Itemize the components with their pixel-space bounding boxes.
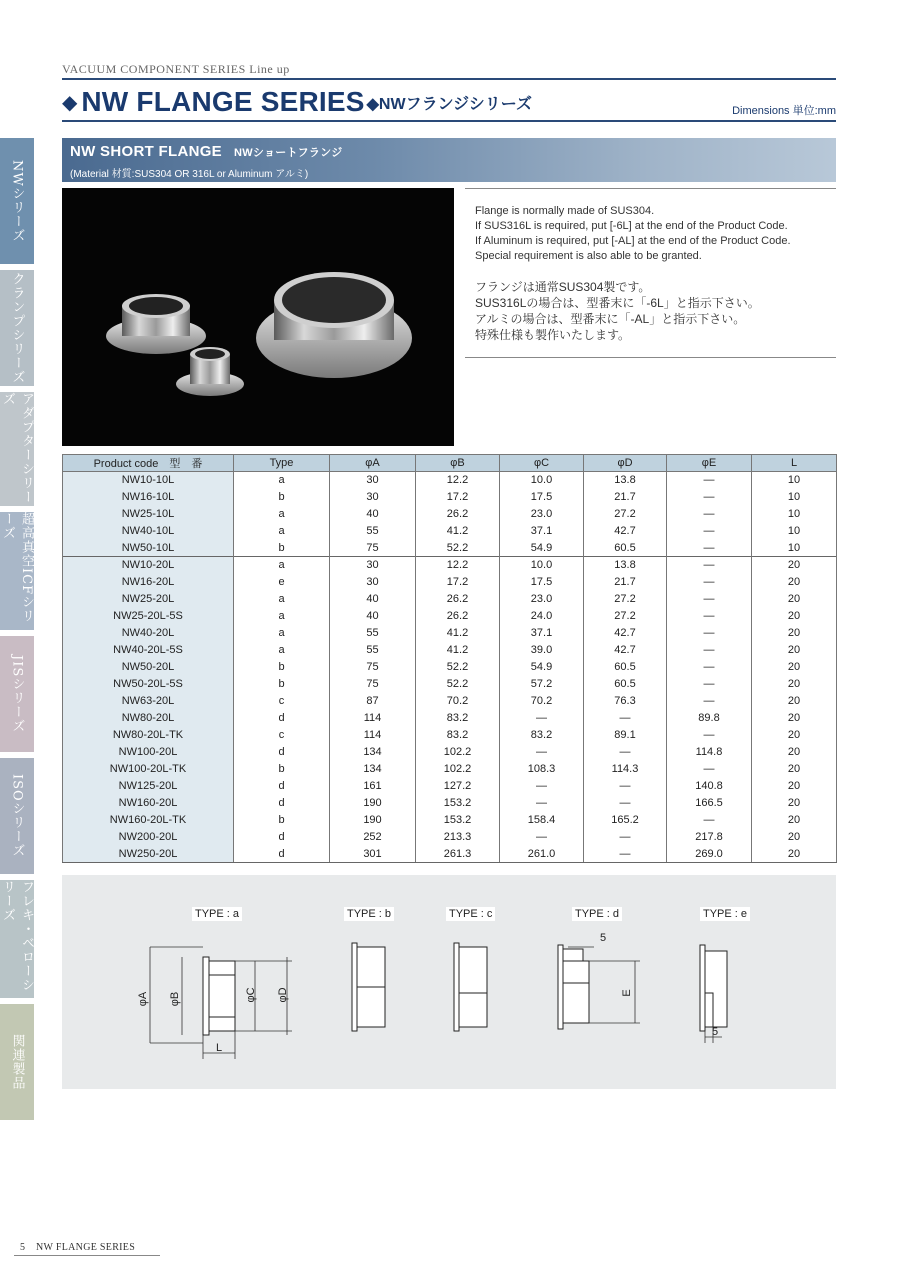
table-row <box>63 642 837 659</box>
table-row <box>63 761 837 778</box>
type-e-label: TYPE : e <box>700 907 750 921</box>
table-cell: — <box>667 540 752 557</box>
table-cell: — <box>584 795 667 812</box>
product-code-cell: NW100-20L-TK <box>63 761 234 778</box>
table-row <box>63 744 837 761</box>
table-row <box>63 591 837 608</box>
table-cell: 54.9 <box>500 540 584 557</box>
table-row <box>63 812 837 829</box>
table-cell: 89.8 <box>667 710 752 727</box>
description-line: If Aluminum is required, put [-AL] at the end of the Product Code. <box>475 235 791 247</box>
table-cell: 55 <box>330 625 416 642</box>
product-code-cell: NW40-10L <box>63 523 234 540</box>
table-cell: — <box>500 795 584 812</box>
table-row <box>63 778 837 795</box>
table-row <box>63 574 837 591</box>
table-cell: 20 <box>752 693 837 710</box>
table-cell: a <box>234 506 330 523</box>
table-cell: 60.5 <box>584 540 667 557</box>
table-cell: 17.2 <box>416 489 500 506</box>
description-line: 特殊仕様も製作いたします。 <box>475 328 631 342</box>
type-e-profile <box>700 945 727 1031</box>
description-line: If SUS316L is required, put [-6L] at the end of the Product Code. <box>475 220 788 232</box>
table-cell: 10 <box>752 489 837 506</box>
product-code-cell: NW25-10L <box>63 506 234 523</box>
table-row <box>63 829 837 846</box>
table-cell: 140.8 <box>667 778 752 795</box>
table-cell: 217.8 <box>667 829 752 846</box>
product-code-cell: NW10-10L <box>63 472 234 489</box>
dim-5-top: 5 <box>600 932 607 944</box>
table-cell: 153.2 <box>416 795 500 812</box>
table-cell: 166.5 <box>667 795 752 812</box>
header-type: Type <box>234 455 330 472</box>
table-cell: — <box>584 846 667 863</box>
dimensions-unit: Dimensions 単位:mm <box>732 105 836 117</box>
table-cell: 42.7 <box>584 523 667 540</box>
description-jp <box>475 279 760 343</box>
table-cell: 30 <box>330 557 416 574</box>
table-cell: — <box>500 744 584 761</box>
table-row <box>63 727 837 744</box>
table-cell: 153.2 <box>416 812 500 829</box>
table-cell: — <box>667 523 752 540</box>
table-cell: 27.2 <box>584 591 667 608</box>
table-cell: 102.2 <box>416 761 500 778</box>
table-cell: — <box>667 574 752 591</box>
table-cell: d <box>234 846 330 863</box>
table-cell: 13.8 <box>584 472 667 489</box>
table-cell: 20 <box>752 761 837 778</box>
table-cell: 10 <box>752 472 837 489</box>
description-box <box>465 188 836 358</box>
table-cell: 114.3 <box>584 761 667 778</box>
product-code-cell: NW40-20L-5S <box>63 642 234 659</box>
table-cell: 158.4 <box>500 812 584 829</box>
table-cell: 20 <box>752 574 837 591</box>
table-cell: 213.3 <box>416 829 500 846</box>
table-cell: 52.2 <box>416 659 500 676</box>
table-cell: — <box>500 829 584 846</box>
type-d-label: TYPE : d <box>572 907 622 921</box>
table-cell: 13.8 <box>584 557 667 574</box>
table-cell: — <box>667 812 752 829</box>
table-cell: d <box>234 778 330 795</box>
table-cell: 21.7 <box>584 489 667 506</box>
table-cell: — <box>584 778 667 795</box>
table-cell: 75 <box>330 676 416 693</box>
product-code-cell: NW50-10L <box>63 540 234 557</box>
table-cell: 40 <box>330 506 416 523</box>
sidebar-tab-label: 関連製品 <box>9 1034 25 1090</box>
table-cell: — <box>667 727 752 744</box>
table-cell: — <box>667 489 752 506</box>
table-cell: 89.1 <box>584 727 667 744</box>
dim-e: E <box>621 989 633 997</box>
table-cell: 114.8 <box>667 744 752 761</box>
table-cell: 30 <box>330 472 416 489</box>
table-row <box>63 540 837 557</box>
type-c-profile <box>454 943 487 1031</box>
product-code-cell: NW50-20L <box>63 659 234 676</box>
table-cell: 30 <box>330 574 416 591</box>
table-cell: 10 <box>752 523 837 540</box>
page-title <box>62 84 532 120</box>
description-en <box>475 204 791 264</box>
table-cell: 21.7 <box>584 574 667 591</box>
product-code-cell: NW80-20L-TK <box>63 727 234 744</box>
product-photo <box>62 188 454 446</box>
table-cell: c <box>234 727 330 744</box>
sidebar-tab-label: JISシリーズ <box>9 654 25 734</box>
table-row <box>63 506 837 523</box>
table-cell: 161 <box>330 778 416 795</box>
table-cell: a <box>234 608 330 625</box>
product-code-cell: NW160-20L-TK <box>63 812 234 829</box>
type-b-profile <box>352 943 385 1031</box>
section-material: (Material 材質:SUS304 OR 316L or Aluminum アルミ) <box>70 169 309 180</box>
table-row <box>63 472 837 489</box>
sidebar-tab-label: フレキ・ベローシリーズ <box>0 880 34 992</box>
table-cell: 20 <box>752 778 837 795</box>
table-cell: d <box>234 744 330 761</box>
table-row <box>63 608 837 625</box>
table-cell: 52.2 <box>416 540 500 557</box>
table-cell: 23.0 <box>500 591 584 608</box>
table-cell: 24.0 <box>500 608 584 625</box>
table-cell: 70.2 <box>416 693 500 710</box>
footer-title: NW FLANGE SERIES <box>36 1242 136 1253</box>
table-cell: 20 <box>752 812 837 829</box>
page-number: 5 <box>20 1242 25 1253</box>
dim-phi-d: φD <box>277 987 289 1003</box>
table-cell: 83.2 <box>416 710 500 727</box>
table-cell: — <box>500 778 584 795</box>
sidebar-tab-adapter[interactable] <box>0 392 34 506</box>
table-cell: 261.0 <box>500 846 584 863</box>
table-cell: 70.2 <box>500 693 584 710</box>
table-cell: 20 <box>752 744 837 761</box>
title-rule-top <box>62 78 836 80</box>
type-a-label: TYPE : a <box>192 907 242 921</box>
table-cell: 269.0 <box>667 846 752 863</box>
table-cell: — <box>667 693 752 710</box>
table-cell: 27.2 <box>584 506 667 523</box>
table-cell: 26.2 <box>416 608 500 625</box>
table-cell: 134 <box>330 744 416 761</box>
table-cell: 17.2 <box>416 574 500 591</box>
product-code-cell: NW125-20L <box>63 778 234 795</box>
table-cell: b <box>234 676 330 693</box>
spec-table <box>62 454 837 863</box>
product-code-cell: NW250-20L <box>63 846 234 863</box>
description-line: SUS316Lの場合は、型番末に「-6L」と指示下さい。 <box>475 296 760 310</box>
series-label: VACUUM COMPONENT SERIES Line up <box>62 62 290 76</box>
table-cell: — <box>584 710 667 727</box>
table-cell: b <box>234 540 330 557</box>
table-cell: — <box>667 506 752 523</box>
table-cell: d <box>234 710 330 727</box>
table-row <box>63 659 837 676</box>
table-cell: 261.3 <box>416 846 500 863</box>
table-cell: 20 <box>752 591 837 608</box>
table-cell: 134 <box>330 761 416 778</box>
table-cell: a <box>234 591 330 608</box>
page-title-jp: ◆NWフランジシリーズ <box>366 95 532 113</box>
sidebar-tab-iso[interactable] <box>0 758 34 874</box>
table-row <box>63 710 837 727</box>
product-code-cell: NW25-20L-5S <box>63 608 234 625</box>
table-cell: 27.2 <box>584 608 667 625</box>
table-cell: b <box>234 489 330 506</box>
dim-l: L <box>216 1042 223 1054</box>
header-d: φD <box>584 455 667 472</box>
table-cell: — <box>584 829 667 846</box>
table-cell: — <box>584 744 667 761</box>
table-cell: 20 <box>752 829 837 846</box>
table-cell: 40 <box>330 591 416 608</box>
table-cell: — <box>667 659 752 676</box>
table-cell: 102.2 <box>416 744 500 761</box>
table-cell: — <box>667 642 752 659</box>
table-cell: 20 <box>752 795 837 812</box>
diamond-icon: ◆ <box>62 91 78 114</box>
title-rule-bottom <box>62 120 836 122</box>
product-code-cell: NW160-20L <box>63 795 234 812</box>
table-cell: 87 <box>330 693 416 710</box>
table-cell: 41.2 <box>416 625 500 642</box>
table-cell: 20 <box>752 625 837 642</box>
product-code-cell: NW16-10L <box>63 489 234 506</box>
table-cell: 83.2 <box>416 727 500 744</box>
type-diagrams-panel <box>62 875 836 1089</box>
sidebar-tab-label: ISOシリーズ <box>9 774 25 858</box>
table-cell: 12.2 <box>416 472 500 489</box>
dim-phi-a: φA <box>137 991 149 1007</box>
table-cell: 108.3 <box>500 761 584 778</box>
description-line: アルミの場合は、型番末に「-AL」と指示下さい。 <box>475 312 746 326</box>
table-cell: — <box>667 625 752 642</box>
table-cell: d <box>234 829 330 846</box>
description-line: Flange is normally made of SUS304. <box>475 205 655 217</box>
table-cell: c <box>234 693 330 710</box>
table-header-row <box>63 455 837 472</box>
table-cell: — <box>500 710 584 727</box>
table-cell: a <box>234 472 330 489</box>
table-cell: 20 <box>752 642 837 659</box>
table-cell: 12.2 <box>416 557 500 574</box>
table-cell: 75 <box>330 540 416 557</box>
dim-5-bottom: 5 <box>712 1026 719 1038</box>
table-cell: — <box>667 472 752 489</box>
header-c: φC <box>500 455 584 472</box>
dim-phi-c: φC <box>245 987 257 1003</box>
type-d-profile <box>558 945 589 1029</box>
table-cell: 20 <box>752 608 837 625</box>
header-l: L <box>752 455 837 472</box>
table-cell: 252 <box>330 829 416 846</box>
sidebar-tab-related[interactable] <box>0 1004 34 1120</box>
table-cell: 20 <box>752 710 837 727</box>
table-cell: 17.5 <box>500 489 584 506</box>
product-code-cell: NW10-20L <box>63 557 234 574</box>
product-code-cell: NW40-20L <box>63 625 234 642</box>
table-cell: d <box>234 795 330 812</box>
table-cell: 40 <box>330 608 416 625</box>
table-cell: 30 <box>330 489 416 506</box>
section-title-en: NW SHORT FLANGE <box>70 143 222 160</box>
table-cell: 190 <box>330 795 416 812</box>
table-cell: 55 <box>330 642 416 659</box>
table-row <box>63 795 837 812</box>
table-cell: 20 <box>752 727 837 744</box>
table-cell: — <box>667 608 752 625</box>
table-cell: 17.5 <box>500 574 584 591</box>
table-cell: 26.2 <box>416 591 500 608</box>
table-cell: 127.2 <box>416 778 500 795</box>
header-product-code: Product code 型 番 <box>63 455 234 472</box>
product-code-cell: NW25-20L <box>63 591 234 608</box>
table-cell: — <box>667 557 752 574</box>
table-cell: 41.2 <box>416 523 500 540</box>
sidebar-tab-label: アダプターシリーズ <box>0 392 34 504</box>
table-cell: e <box>234 574 330 591</box>
sidebar-tab-label: NWシリーズ <box>9 159 25 243</box>
type-c-label: TYPE : c <box>446 907 495 921</box>
table-row <box>63 489 837 506</box>
table-cell: 39.0 <box>500 642 584 659</box>
table-row <box>63 676 837 693</box>
table-cell: 76.3 <box>584 693 667 710</box>
table-cell: 83.2 <box>500 727 584 744</box>
table-cell: 60.5 <box>584 659 667 676</box>
dim-phi-b: φB <box>169 991 181 1007</box>
header-b: φB <box>416 455 500 472</box>
product-code-cell: NW200-20L <box>63 829 234 846</box>
sidebar-tab-nw[interactable] <box>0 138 34 264</box>
table-row <box>63 693 837 710</box>
table-row <box>63 625 837 642</box>
table-cell: b <box>234 761 330 778</box>
sidebar-tab-jis[interactable] <box>0 636 34 752</box>
header-a: φA <box>330 455 416 472</box>
table-row <box>63 846 837 863</box>
table-cell: b <box>234 659 330 676</box>
table-cell: 190 <box>330 812 416 829</box>
table-cell: 42.7 <box>584 642 667 659</box>
table-cell: 75 <box>330 659 416 676</box>
footer-rule <box>14 1255 160 1256</box>
table-cell: 37.1 <box>500 625 584 642</box>
table-cell: 114 <box>330 727 416 744</box>
sidebar-tab-clamp[interactable] <box>0 270 34 386</box>
section-title-jp: NWショートフランジ <box>234 147 343 159</box>
table-cell: 10 <box>752 540 837 557</box>
table-cell: b <box>234 812 330 829</box>
table-cell: 10.0 <box>500 557 584 574</box>
table-cell: a <box>234 625 330 642</box>
description-line: フランジは通常SUS304製です。 <box>475 280 651 294</box>
type-b-label: TYPE : b <box>344 907 394 921</box>
table-cell: 20 <box>752 676 837 693</box>
table-cell: 20 <box>752 557 837 574</box>
table-cell: — <box>667 761 752 778</box>
product-code-cell: NW16-20L <box>63 574 234 591</box>
sidebar-tab-label: クランプシリーズ <box>9 272 25 384</box>
table-cell: 20 <box>752 659 837 676</box>
table-cell: 10 <box>752 506 837 523</box>
flange-photo-illustration <box>62 188 454 446</box>
table-row <box>63 523 837 540</box>
table-cell: 20 <box>752 846 837 863</box>
table-cell: 42.7 <box>584 625 667 642</box>
header-e: φE <box>667 455 752 472</box>
table-cell: 60.5 <box>584 676 667 693</box>
sidebar-tab-label: 超高真空ICFシリーズ <box>0 512 34 624</box>
table-cell: 57.2 <box>500 676 584 693</box>
table-cell: 55 <box>330 523 416 540</box>
table-cell: a <box>234 523 330 540</box>
table-cell: 37.1 <box>500 523 584 540</box>
description-line: Special requirement is also able to be granted. <box>475 250 702 262</box>
table-row <box>63 557 837 574</box>
table-cell: 301 <box>330 846 416 863</box>
table-cell: 23.0 <box>500 506 584 523</box>
table-cell: — <box>667 591 752 608</box>
table-cell: 114 <box>330 710 416 727</box>
table-cell: 52.2 <box>416 676 500 693</box>
product-code-cell: NW80-20L <box>63 710 234 727</box>
table-cell: 54.9 <box>500 659 584 676</box>
sidebar-tab-flex[interactable] <box>0 880 34 998</box>
section-title <box>70 143 343 160</box>
section-banner <box>62 138 836 182</box>
table-cell: 26.2 <box>416 506 500 523</box>
sidebar-tab-icf[interactable] <box>0 512 34 630</box>
table-cell: 10.0 <box>500 472 584 489</box>
type-diagrams-drawing <box>62 875 836 1089</box>
table-cell: — <box>667 676 752 693</box>
product-code-cell: NW63-20L <box>63 693 234 710</box>
type-a-profile <box>203 957 235 1035</box>
table-cell: 165.2 <box>584 812 667 829</box>
page-title-en: NW FLANGE SERIES <box>81 86 365 117</box>
product-code-cell: NW50-20L-5S <box>63 676 234 693</box>
table-cell: a <box>234 557 330 574</box>
table-cell: 41.2 <box>416 642 500 659</box>
table-cell: a <box>234 642 330 659</box>
product-code-cell: NW100-20L <box>63 744 234 761</box>
